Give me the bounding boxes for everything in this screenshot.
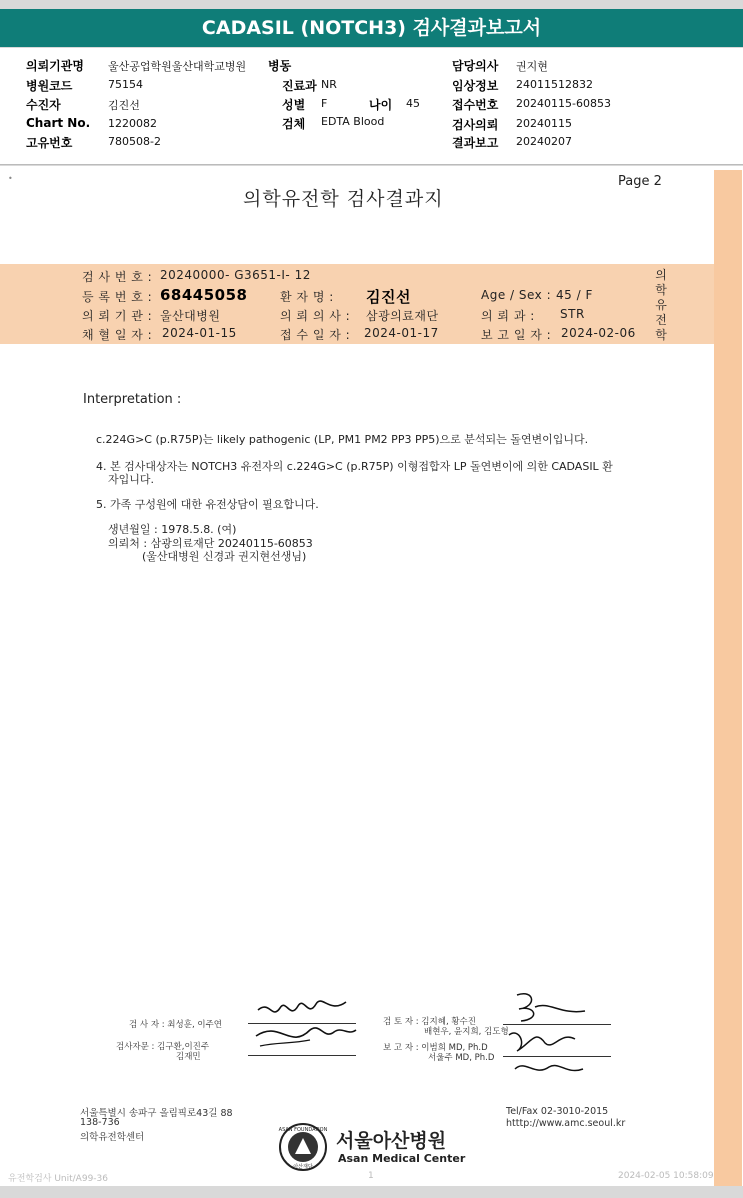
reviewer-signature bbox=[505, 985, 595, 1085]
collect-value: 2024-01-15 bbox=[162, 326, 237, 340]
req-doc-value: 삼광의료재단 bbox=[366, 309, 439, 323]
age-label: 나이 bbox=[369, 98, 393, 112]
asan-foundation-seal bbox=[278, 1122, 328, 1172]
req-inst-label: 의 뢰 기 관 : bbox=[82, 309, 153, 323]
interpretation-line-3: 5. 가족 구성원에 대한 유전상담이 필요합니다. bbox=[96, 498, 319, 511]
report-date-value: 2024-02-06 bbox=[561, 326, 636, 340]
footer-timestamp: 2024-02-05 10:58:09 bbox=[618, 1171, 714, 1181]
hospital-code-label: 병원코드 bbox=[26, 79, 73, 93]
interpretation-title: Interpretation : bbox=[83, 392, 182, 407]
req-dept-value: STR bbox=[560, 307, 585, 321]
sheet-title: 의학유전학 검사결과지 bbox=[243, 188, 444, 210]
age-sex-value: 45 / F bbox=[556, 288, 593, 302]
reporter-2: 서울주 MD, Ph.D bbox=[428, 1053, 495, 1063]
side-char: 학 bbox=[655, 328, 667, 342]
name-label: 환 자 명 : bbox=[280, 290, 334, 304]
scan-dot: • bbox=[8, 174, 13, 183]
request-label: 검사의뢰 bbox=[452, 118, 499, 132]
requester: 의뢰처 : 삼광의료재단 20240115-60853 bbox=[108, 537, 313, 550]
institution-value: 울산공업학원울산대학교병원 bbox=[108, 60, 247, 73]
req-doc-label: 의 뢰 의 사 : bbox=[280, 309, 351, 323]
ward-label: 병동 bbox=[268, 59, 292, 73]
exam-no-value: 20240000- G3651-I- 12 bbox=[160, 268, 311, 282]
address-line-2: 138-736 bbox=[80, 1117, 120, 1128]
sex-value: F bbox=[321, 97, 328, 110]
chart-label: Chart No. bbox=[26, 116, 91, 130]
report-value: 20240207 bbox=[516, 135, 572, 148]
reviewer-1: 검 토 자 : 김지혜, 황수진 bbox=[383, 1017, 476, 1027]
birth-date: 생년월일 : 1978.5.8. (여) bbox=[108, 523, 237, 536]
footer-page: 1 bbox=[368, 1171, 374, 1181]
hospital-logo-english: Asan Medical Center bbox=[338, 1152, 466, 1165]
age-sex-label: Age / Sex : bbox=[481, 288, 552, 302]
unique-value: 780508-2 bbox=[108, 135, 161, 148]
specimen-value: EDTA Blood bbox=[321, 115, 385, 128]
seal-top-text: ASAN FOUNDATION bbox=[278, 1127, 328, 1133]
dept-value: NR bbox=[321, 78, 337, 91]
examiner: 검 사 자 : 최성훈, 이주연 bbox=[129, 1020, 222, 1030]
seal-bottom-text: 아산재단 bbox=[293, 1164, 313, 1170]
address-line-1: 서울특별시 송파구 올림픽로43길 88 bbox=[80, 1108, 233, 1119]
patient-value: 김진선 bbox=[108, 99, 140, 112]
exam-no-label: 검 사 번 호 : bbox=[82, 270, 153, 284]
requester-detail: (울산대병원 신경과 권지현선생님) bbox=[142, 550, 307, 563]
side-vertical-label bbox=[651, 268, 671, 343]
clinical-value: 24011512832 bbox=[516, 78, 593, 91]
age-value: 45 bbox=[406, 97, 420, 110]
unique-label: 고유번호 bbox=[26, 136, 73, 150]
interpretation-line-2: 4. 본 검사대상자는 NOTCH3 유전자의 c.224G>C (p.R75P) 이형접합자 LP 돌연변이에 의한 CADASIL 환 bbox=[96, 460, 613, 473]
report-date-label: 보 고 일 자 : bbox=[481, 328, 552, 342]
patient-info-panel bbox=[0, 48, 743, 165]
report-title-bar bbox=[0, 9, 743, 47]
side-char: 학 bbox=[655, 283, 667, 297]
report-label: 결과보고 bbox=[452, 136, 499, 150]
patient-label: 수진자 bbox=[26, 98, 61, 112]
interpretation-line-2b: 자입니다. bbox=[108, 473, 155, 486]
collect-label: 채 혈 일 자 : bbox=[82, 328, 153, 342]
reg-no-value: 68445058 bbox=[160, 286, 248, 304]
address-line-3: 의학유전학센터 bbox=[80, 1132, 145, 1143]
institution-label: 의뢰기관명 bbox=[26, 59, 84, 73]
tel-fax: Tel/Fax 02-3010-2015 bbox=[506, 1106, 609, 1117]
req-dept-label: 의 뢰 과 : bbox=[481, 309, 535, 323]
specimen-label: 검체 bbox=[282, 117, 306, 131]
reporter-1: 보 고 자 : 이범희 MD, Ph.D bbox=[383, 1043, 488, 1053]
advisor-2: 김재민 bbox=[176, 1052, 201, 1062]
hospital-code-value: 75154 bbox=[108, 78, 143, 91]
page-number: Page 2 bbox=[618, 174, 662, 189]
side-char: 유 bbox=[655, 298, 667, 312]
receive-label: 접 수 일 자 : bbox=[280, 328, 351, 342]
req-inst-value: 울산대병원 bbox=[160, 309, 221, 323]
sheet-edge-stripe bbox=[714, 170, 742, 1186]
doctor-label: 담당의사 bbox=[452, 59, 499, 73]
interpretation-line-1: c.224G>C (p.R75P)는 likely pathogenic (LP, PM1 PM2 PP3 PP5)으로 분석되는 돌연변이입니다. bbox=[96, 433, 589, 446]
side-char: 의 bbox=[655, 268, 667, 282]
advisor-sign-line bbox=[248, 1055, 356, 1056]
reception-label: 접수번호 bbox=[452, 98, 499, 112]
reviewer-2: 배현우, 윤지희, 김도형 bbox=[424, 1027, 509, 1037]
report-title: CADASIL (NOTCH3) 검사결과보고서 bbox=[201, 17, 542, 39]
advisor-1: 검사자문 : 김구환,이진주 bbox=[116, 1042, 210, 1052]
dept-label: 진료과 bbox=[282, 79, 317, 93]
reg-no-label: 등 록 번 호 : bbox=[82, 290, 153, 304]
side-char: 전 bbox=[655, 313, 667, 327]
chart-value: 1220082 bbox=[108, 117, 157, 130]
name-value: 김진선 bbox=[366, 288, 411, 306]
sex-label: 성별 bbox=[282, 98, 306, 112]
clinical-label: 임상정보 bbox=[452, 79, 499, 93]
website: htttp://www.amc.seoul.kr bbox=[506, 1118, 626, 1129]
examiner-signature bbox=[250, 990, 360, 1060]
request-value: 20240115 bbox=[516, 117, 572, 130]
footer-unit: 유전학검사 Unit/A99-36 bbox=[8, 1174, 108, 1184]
reception-value: 20240115-60853 bbox=[516, 97, 611, 110]
doctor-value: 권지현 bbox=[516, 60, 548, 73]
hospital-logo-korean: 서울아산병원 bbox=[336, 1130, 447, 1152]
receive-value: 2024-01-17 bbox=[364, 326, 439, 340]
